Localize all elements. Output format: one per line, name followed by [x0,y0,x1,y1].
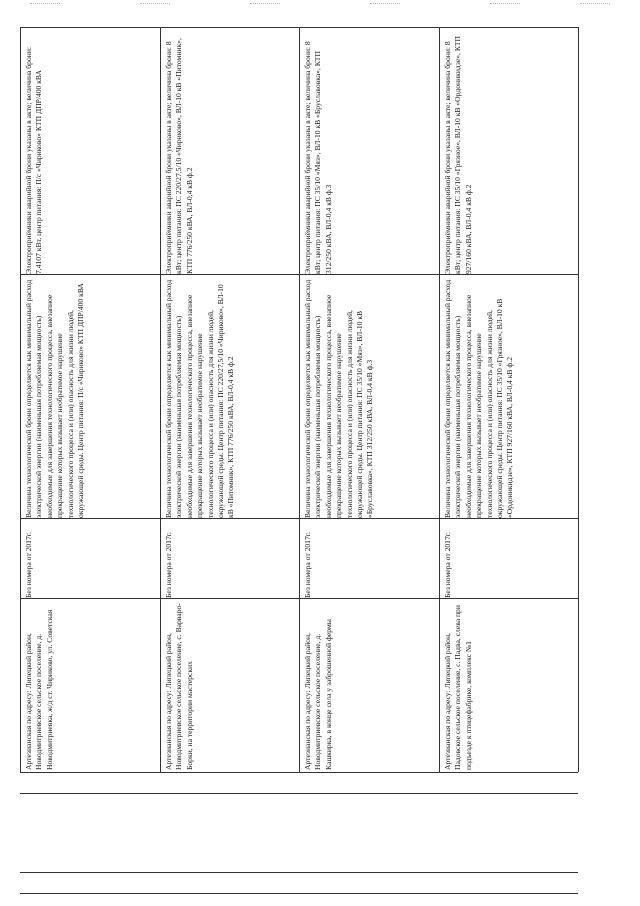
row-divider [439,27,440,772]
table-cell-value: Величина технологической брони определяется как минимальный расход электрической энергии (наименьшая потребляемая мощность) необходимые для завершения технологического процесса, внезапное прекращение которых вызывает необратимое нарушение технологического процесса и (или) опасность для жизни людей, окружающей среды. Центр питания: П/с «Чириково» КТП ДПР/400 кВА [24,279,86,518]
continuation-rule [20,872,578,873]
continuation-rule [20,793,578,794]
table-cell-address: Артезианская по адресу: Липецкий район, Падовское сельское поселение, с. Падва, слева при подъезде к птицефабрике, комплекс №1 [443,605,473,770]
table-cell-address: Артезианская по адресу: Липецкий район, Новодмитриевское сельское поселение, д. Новодмитриевка, ж/д ст. Чириково, ул. Советская [24,609,54,770]
table-cell-number: Без номера от 2017г. [303,532,312,598]
scan-top-marks [20,3,620,9]
table-cell-address: Артезианская по адресу: Липецкий район, Новодмитриевское сельское поселение, д. Кашкирка, в конце села у заброшенной фермы [303,619,333,770]
table-cell-value: Величина технологической брони определяется как минимальный расход электрической энергии (наименьшая потребляемая мощность) необходимые для завершения технологического процесса, внезапное прекращение которых вызывает необратимое нарушение технологического процесса и (или) опасность для жизни людей, окружающей среды. Центр питания: ПС 220/27,5/10 «Чириково», ВЛ-10 кВ «Питомник», КТП 776/250 кВА, ВЛ-0,4 кВ ф.2 [164,279,236,518]
table-cell-confirmation: Электроприёмники аварийной брони указаны в акте; величина брони: 8 кВт; центр питания: ПС 35/10 «Грязное», ВЛ-10 кВ «Ордоникидзе», КТП 927/160 кВА, ВЛ-0,4 кВ ф.2 [443,35,473,274]
row-divider [160,27,161,772]
table-cell-number: Без номера от 2017г. [24,532,33,598]
row-divider [578,27,579,772]
table-cell-number: Без номера от 2017г. [443,532,452,598]
table-cell-value: Величина технологической брони определяется как минимальный расход электрической энергии (наименьшая потребляемая мощность) необходимые для завершения технологического процесса, внезапное прекращение которых вызывает необратимое нарушение технологического процесса и (или) опасность для жизни людей, окружающей среды. Центр питания: ПС 35/10 «Грязное», ВЛ-10 кВ «Ордоникидзе», КТП 927/160 кВА, ВЛ-0,4 кВ ф.2 [443,279,515,518]
table-cell-confirmation: Электроприёмники аварийной брони указаны в акте; величина брони: 7,4107 кВт, центр питания: П/с «Чириково» КТП ДПР/400 кВА [24,47,44,274]
column-divider [20,772,578,773]
table-cell-address: Артезианская по адресу: Липецкий район, Новодмитриевское сельское поселение, с. Варваро-Борки, на территории мастерских [164,603,194,770]
row-divider [299,27,300,772]
table-cell-confirmation: Электроприёмники аварийной брони указаны в акте; величина брони: 8 кВт; центр питания: ПС 220/27,5/10 «Чириково», ВЛ-10 кВ «Питомник», КТП 776/250 кВА, ВЛ-0,4 кВ ф.2 [164,38,194,274]
table-cell-confirmation: Электроприёмники аварийной брони указаны в акте; величина брони: 8 кВт; центр питания: ПС 35/10 «Мяз», ВЛ-10 кВ «Бруславовка», КТП 312/250 кВА, ВЛ-0,4 кВ ф.3 [303,41,333,274]
table-cell-value: Величина технологической брони определяется как минимальный расход электрической энергии (наименьшая потребляемая мощность) необходимые для завершения технологического процесса, внезапное прекращение которых вызывает необратимое нарушение технологического процесса и (или) опасность для жизни людей, окружающей среды. Центр питания: ПС 35/10 «Мяз», ВЛ-10 кВ «Бруславовка», КТП 312/250 кВА, ВЛ-0,4 кВ ф.3 [303,279,375,518]
row-divider [20,27,21,772]
table-cell-number: Без номера от 2017г. [164,532,173,598]
continuation-rule [20,893,578,894]
